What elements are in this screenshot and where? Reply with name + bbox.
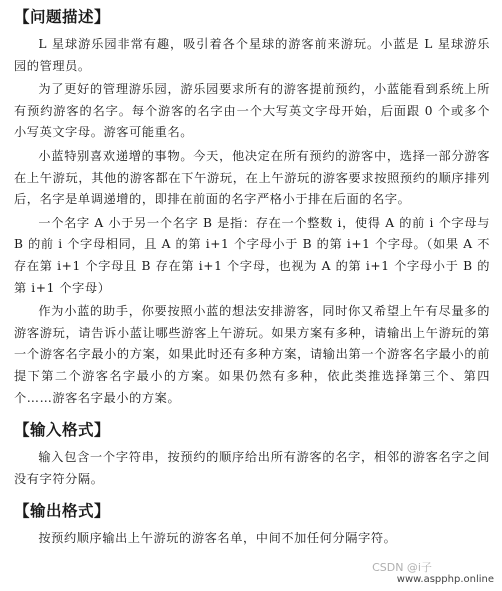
section-title: 【输出格式】 (14, 502, 111, 521)
section-output-format (14, 500, 490, 550)
section-title: 【输入格式】 (14, 421, 111, 440)
site-watermark: www.aspphp.online (396, 574, 494, 585)
section-problem-description (14, 6, 490, 409)
paragraph: 为了更好的管理游乐园，游乐园要求所有的游客提前预约，小蓝能看到系统上所有预约游客的名字。每个游客的名字由一个大写英文字母开始，后面跟 0 个或多个小写英文字母。游客可能重名。 (14, 82, 490, 140)
paragraph: 作为小蓝的助手，你要按照小蓝的想法安排游客，同时你又希望上午有尽量多的游客游玩，请告诉小蓝让哪些游客上午游玩。如果方案有多种，请输出上午游玩的第一个游客名字最小的方案，如果此时还有多种方案，请输出第一个游客名字最小的前提下第二个游客名字最小的方案。如果仍然有多种，依此类推选择第三个、第四个……游客名字最小的方案。 (14, 304, 490, 405)
paragraph: 按预约顺序输出上午游玩的游客名单，中间不加任何分隔字符。 (38, 531, 397, 546)
paragraph: 输入包含一个字符串，按预约的顺序给出所有游客的名字，相邻的游客名字之间没有字符分隔。 (14, 450, 490, 486)
paragraph: 小蓝特别喜欢递增的事物。今天，他决定在所有预约的游客中，选择一部分游客在上午游玩，其他的游客都在下午游玩，在上午游玩的游客要求按照预约的顺序排列后，名字是单调递增的，即排在前面的名字严格小于排在后面的名字。 (14, 148, 490, 207)
section-title: 【问题描述】 (14, 8, 111, 26)
paragraph: L 星球游乐园非常有趣，吸引着各个星球的游客前来游玩。小蓝是 L 星球游乐园的管理员。 (14, 37, 490, 73)
paragraph: 一个名字 A 小于另一个名字 B 是指：存在一个整数 i，使得 A 的前 i 个字母与 B 的前 i 个字母相同，且 A 的第 i+1 个字母小于 B 的第 i+1 个字母。（如果 A 不存在第 i+1 个字母且 B 存在第 i+1 个字母，也视为 A 的第 i+1 个字母小于 B 的第 i+1 个字母） (14, 215, 490, 295)
section-input-format (14, 419, 490, 490)
csdn-watermark: CSDN @i子 (372, 561, 432, 574)
